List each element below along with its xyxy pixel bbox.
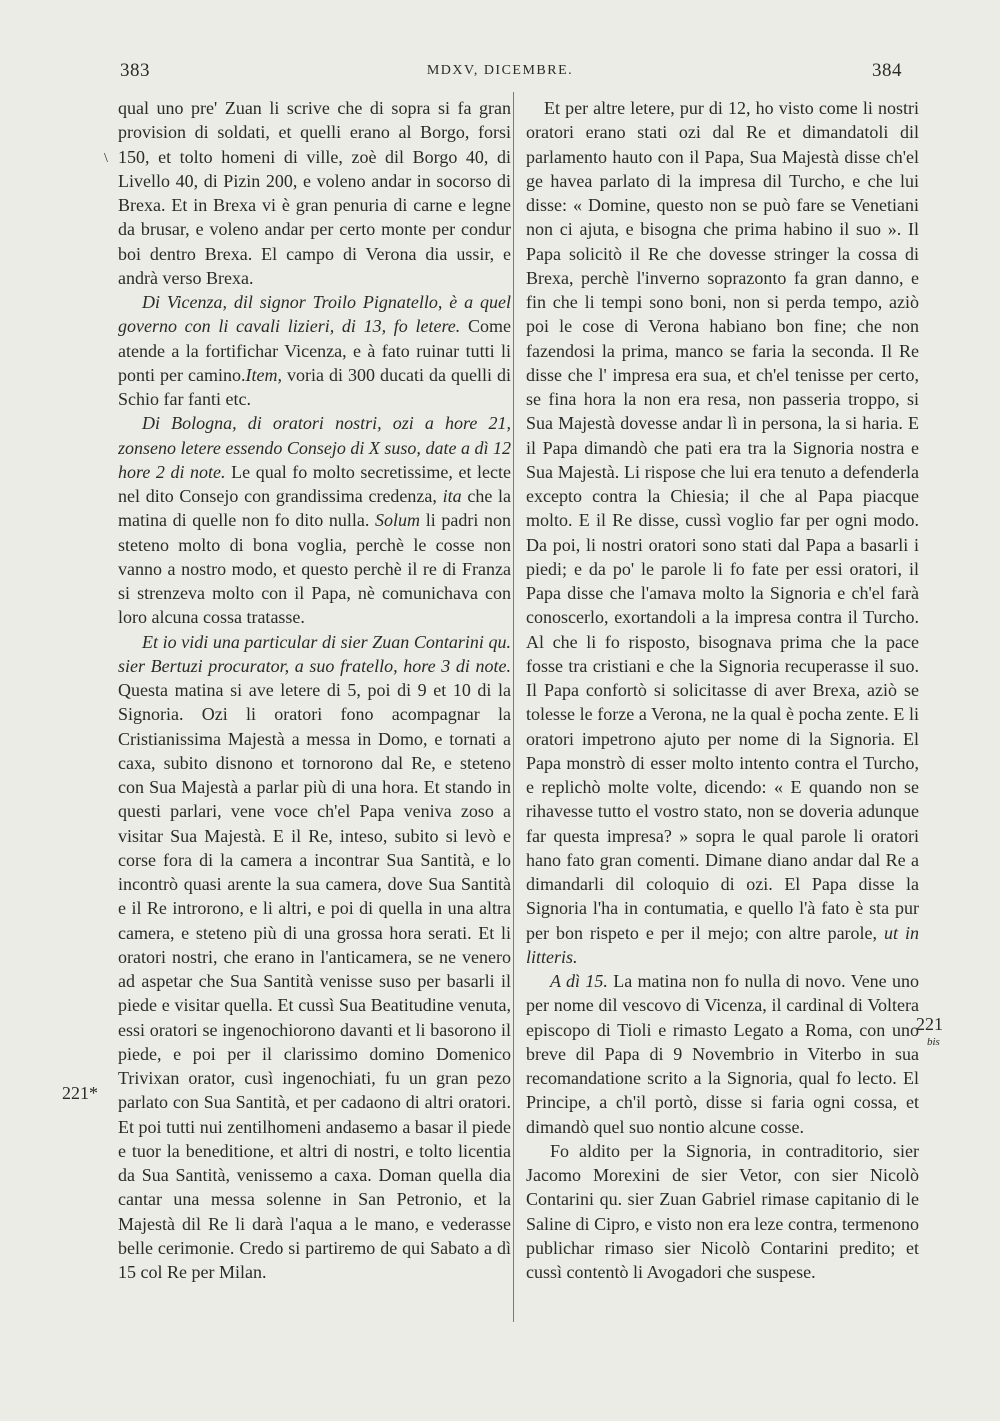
- paragraph-text: li padri non steteno molto di bona voglia, perchè le cosse non vanno a nostro modo, et questo perchè il re di Franza si strenzeva molto con il Papa, nè comunichava con loro alcuna cossa tratasse.: [118, 510, 511, 628]
- paragraph: [526, 969, 919, 1139]
- margin-note-left: 221*: [62, 1083, 98, 1103]
- paragraph-text: che la matina di quelle non fo dito nulla.: [118, 486, 511, 531]
- page-number-right: 384: [872, 60, 902, 81]
- right-column: [526, 96, 919, 1326]
- paragraph-italic-heading: A dì 15.: [550, 971, 608, 991]
- paragraph-text: Fo aldito per la Signoria, in contraditorio, sier Jacomo Morexini de sier Vetor, con sier Nicolò Contarini qu. sier Zuan Gabriel rimase capitanio di le Saline di Cipro, e visto non era leze contra, termenono publichar rimaso sier Nicolò Contarini predito; et cussì contentò li Avogadori che suspese.: [526, 1140, 919, 1282]
- left-column: [118, 96, 511, 1326]
- paragraph-italic-word: ut in litteris.: [526, 922, 919, 967]
- paragraph: [118, 411, 511, 629]
- paragraph-italic-heading: Et io vidi una particular di sier Zuan Contarini qu. sier Bertuzi procurator, a suo fratello, hore 3 di note.: [118, 631, 511, 676]
- paragraph-italic-word: Solum: [375, 510, 421, 531]
- paragraph: [526, 96, 919, 969]
- paragraph-text: qual uno pre' Zuan li scrive che di sopra si fa gran provision di soldati, et quelli erano al Borgo, forsi 150, et tolto homeni di ville, zoè dil Borgo 40, di Livello 40, di Pizin 200, e voleno andar in socorso di Brexa. Et in Brexa vi è gran penuria di carne e legne da brusar, e voleno andar per certo monte per condur boi dentro Brexa. El campo di Verona dia ussir, e andrà verso Brexa.: [118, 98, 511, 288]
- paragraph-text: Le qual fo molto secretissime, et lecte nel dito Consejo con grandissima credenza,: [118, 461, 511, 506]
- page-number-left: 383: [120, 60, 150, 81]
- paragraph: [118, 96, 511, 290]
- paragraph: [118, 630, 511, 1285]
- running-header: MDXV, DICEMBRE.: [426, 63, 574, 78]
- paragraph-italic-word: ita: [442, 486, 462, 506]
- paragraph-italic-word: Item,: [245, 364, 282, 385]
- paragraph-text: Et per altre letere, pur di 12, ho visto come li nostri oratori erano stati ozi dal Re et dimandatoli dil parlamento hauto con il Papa, Sua Majestà disse ch'el ge havea parlato di la impresa dil Turcho, e che lui disse: « Domine, questo non se può fare se Venetiani non ci ajuta, e bisogna che prima habino il suo ». Il Papa solicitò il Re che dovesse stringer la cossa di Brexa, perchè l'inverno soprazonto fa gran danno, e fin che li tempi sono boni, non si perda tempo, aziò poi le cose di Verona habiano bon fine; che non fazendosi la prima, manco se faria la seconda. Il Re disse che l' impresa era sua, et ch'el tenisse per certo, se fina hora la non era resa, non passeria troppo, si Sua Majestà dovesse andar lì in persona, la si haria. E il Papa dimandò che pati era tra la Signoria nostra e Sua Majestà. Li rispose che lui era tenuto a defenderla excepto contra la Chiesia; il che al Papa piacque molto. E il Re disse, cussì voglio far per ogni modo. Da poi, li nostri oratori sono stati dal Papa a basarli i piedi; e da po' le parole li fo fate per essi oratori, il Papa disse che l'amava molto la Signoria e ch'el farà conoscerlo, exortandoli a la impresa contra il Turcho. Al che li fo risposto, bisognava prima che la pace fosse tra cristiani e che la Signoria recuperasse il suo. Il Papa confortò si solicitasse di aver Brexa, aziò se tolesse le forze a Verona, ne la qual è pocha zente. E li oratori impetrono ajuto per nome di la Signoria. El Papa monstrò di esser molto intento contra el Turcho, e replichò molte volte, dicendo: « E quando non se rihavesse tutto el vostro stato, non se doveria adunque far questa impresa? » sopra le qual parole li oratori hano fato gran comenti. Dimane diano andar dal Re a dimandarli dil coloquio di ozi. El Papa disse la Signoria l'ha in contumatia, e quello l'à fato è sta pur per bon rispeto e per il mejo; con altre parole,: [526, 98, 919, 943]
- paragraph-text: Come atende a la fortifichar Vicenza, e à fato ruinar tutti li ponti per camino.: [118, 316, 511, 385]
- column-divider: [513, 92, 514, 1322]
- margin-tick-mark: \: [104, 151, 108, 166]
- paragraph: [118, 290, 511, 411]
- paragraph-text: voria di 300 ducati da quelli di Schio far fanti etc.: [118, 364, 511, 409]
- paragraph-text: La matina non fo nulla di novo. Vene uno per nome dil vescovo di Vicenza, il cardinal di Voltera episcopo di Tioli e rimasto Legato a Roma, con uno breve dil Papa di 9 Novembrio in Viterbo in sua recomandatione scrito a la Signoria, qual fo lecto. El Principe, a ch'il portò, disse si faria ogni cossa, et dimandò quel suo nontio alcune cosse.: [526, 971, 919, 1137]
- margin-note-right: 221: [916, 1014, 943, 1034]
- paragraph-italic-heading: Di Vicenza, dil signor Troilo Pignatello, è a quel governo con li cavali lizieri, di 13, fo letere.: [118, 292, 511, 337]
- paragraph-italic-heading: Di Bologna, di oratori nostri, ozi a hore 21, zonseno letere essendo Consejo di X suso, date a dì 12 hore 2 di note.: [118, 413, 511, 482]
- paragraph-text: Questa matina si ave letere di 5, poi di 9 et 10 di la Signoria. Ozi li oratori fono acompagnar la Cristianissima Majestà a messa in Domo, e tornati a caxa, subito disnono et tornorono dal Re, e steteno con Sua Majestà a parlar più di una hora. Et stando in questi parlari, vene voce ch'el Papa veniva zoso a visitar Sua Majestà. E il Re, inteso, subito si levò e corse fora di la camera a incontrar Sua Santità, e lo incontrò quasi arente la sua camera, dove Sua Santità e il Re introrono, e li altri, e poi di quella in una altra camera, e steteno più di una grossa hora serati. Et li oratori nostri, che erano in l'anticamera, se ne venero ad aspetar che Sua Santità venisse suso per basarli il piede e visitar quella. Et cussì Sua Beatitudine venuta, essi oratori se ingenochiorono davanti et li basorono il piede, e poi per il clarissimo domino Domenico Trivixan orator, cusì ingenochiati, fu un gran pezo parlato con Sua Santità, et per cadaono di altri oratori. Et poi tutti nui zentilhomeni andasemo a basar il piede e tuor la beneditione, et altri di nostri, e tolto licentia da Sua Santità, venissemo a caxa. Doman quella dia cantar una messa solenne in San Petronio, et la Majestà dil Re li darà l'aqua a le mano, e vederasse belle cerimonie. Credo si partiremo de qui Sabato a dì 15 col Re per Milan.: [118, 680, 511, 1282]
- paragraph: [526, 1139, 919, 1285]
- margin-note-right-sub: bis: [927, 1036, 940, 1048]
